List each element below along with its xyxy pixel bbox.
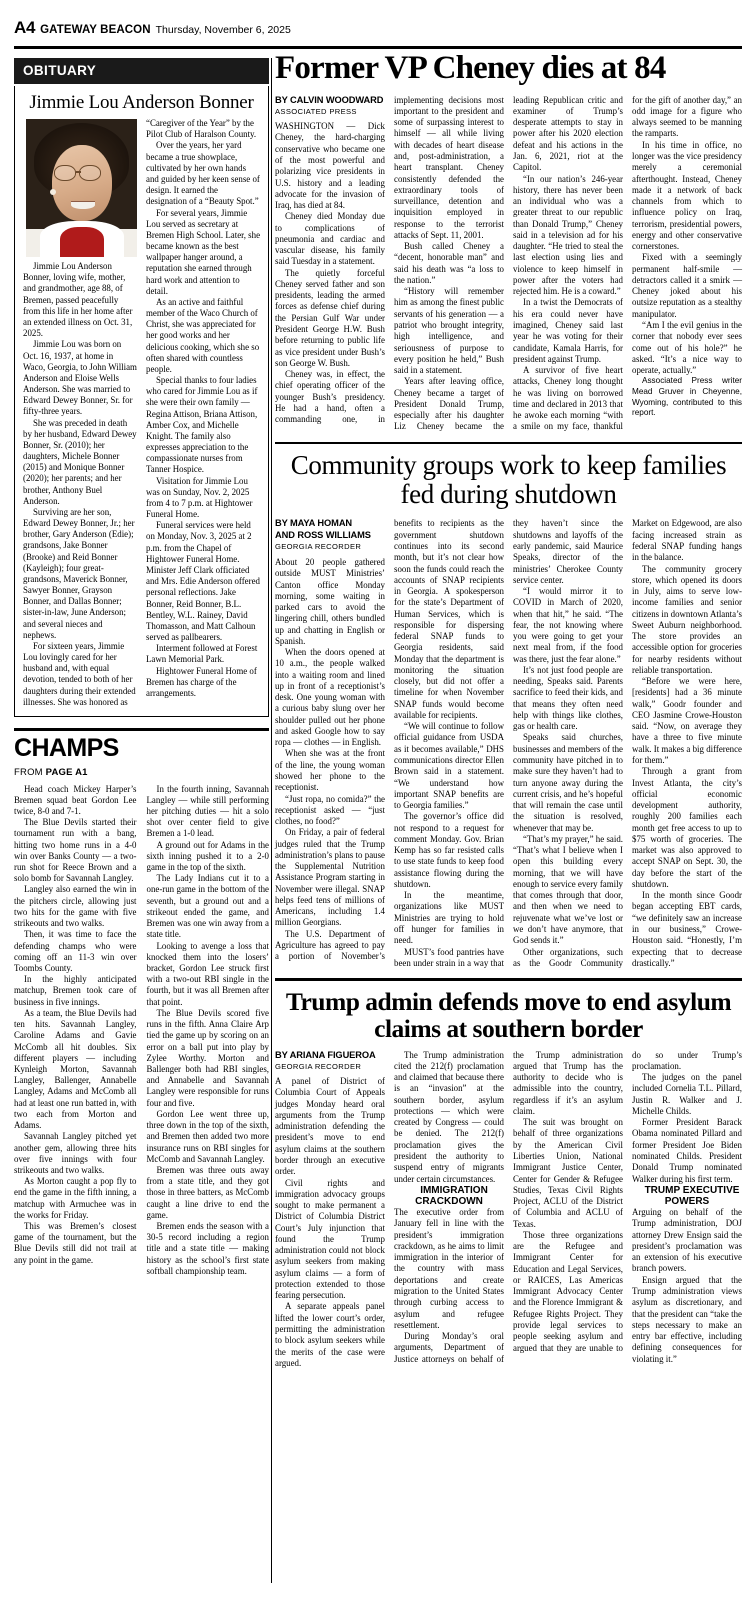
champs-paragraph: As a team, the Blue Devils had ten hits. Savannah Langley, Caroline Adams and Gavie McComb all hit doubles. Six different players — including Kynleigh Morton, Savannah Langley, Ballenger, Annabelle Langley, Adams and McComb all had at least one run batted in, with two each from Morton and Adams. xyxy=(14,1007,137,1131)
issue-date: Thursday, November 6, 2025 xyxy=(155,24,291,36)
obituary-box xyxy=(14,86,269,717)
asylum-paragraph: A panel of District of Columbia Court of Appeals judges Monday heard oral arguments from the Trump administration defending the president’s move to end asylum claims at the southern border through an executive order. xyxy=(275,1076,385,1177)
cheney-paragraph: “In our nation’s 246-year history, there has never been an individual who was a greater threat to our republic than Donald Trump,” Cheney said in a television ad for his daughter. “He tried to steal the last election using lies and violence to keep himself in power after the voters had rejected him. He is a coward.” xyxy=(513,173,623,297)
obituary-paragraph: Interment followed at Forest Lawn Memorial Park. xyxy=(146,643,258,665)
cheney-paragraph: The quietly forceful Cheney served father and son presidents, leading the armed forces as defense chief during the Persian Gulf War under President George H.W. Bush before returning to public life as vice president under Bush’s son George W. Bush. xyxy=(275,267,385,368)
community-paragraph: “Just ropa, no comida?” the receptionist asked — “just clothes, no food?” xyxy=(275,793,385,827)
cheney-paragraph: Bush called Cheney a “decent, honorable man” and said his death was “a loss to the nation.” xyxy=(394,241,504,285)
asylum-paragraph: Ensign argued that the Trump administration views asylum as discretionary, and that the president can “take the steps necessary to make an entry bar effective, including defining consequences for violating it.” xyxy=(632,1274,742,1364)
community-paragraph: “That’s my prayer,” he said. “That’s what I believe when I open this building every morning, that we will have enough to service every family that comes through that door, and then when we need to rejuvenate what we’ve lost or we don’t have anymore, that God sends it.” xyxy=(513,833,623,946)
champs-paragraph: The Blue Devils started their tournament run with a bang, hitting two home runs in a 4-0 win over Banks County — a two-run shot for Reece Brown and a solo bomb for Savannah Langley. xyxy=(14,817,137,884)
champs-headline: CHAMPS xyxy=(14,733,119,762)
cheney-story xyxy=(275,52,742,433)
asylum-paragraph: Civil rights and immigration advocacy groups sought to make permanent a District of Columbia District Court’s July injunction that found the Trump administration could not block asylum seekers from making asylum claims — a form of protection extended to those fearing persecution. xyxy=(275,1177,385,1301)
community-paragraph: The community grocery store, which opened its doors in July, aims to serve low-income families and senior citizens in downtown Atlanta’s Sweet Auburn neighborhood. The store provides an accessible option for groceries for nearby residents without reliable transportation. xyxy=(632,563,742,675)
champs-paragraph: Head coach Mickey Harper’s Bremen squad beat Gordon Lee twice, 8-0 and 7-1. xyxy=(14,783,137,816)
community-paragraph: Through a grant from Invest Atlanta, the city’s official economic development authority, roughly 200 families each month get free access to up to $75 worth of groceries. The market was also approved to accept SNAP on Sept. 30, the day before the start of the shutdown. xyxy=(632,766,742,889)
community-paragraph: Speaks said churches, businesses and members of the community have pitched in to make sure they haven’t had to turn anyone away during the current crisis, and he’s hopeful that will remain the case until the situation is resolved, whenever that may be. xyxy=(513,732,623,833)
champs-paragraph: As Morton caught a pop fly to end the game in the fifth inning, a matchup with Armuchee was in the works for Friday. xyxy=(14,1176,137,1220)
obituary-paragraph: For several years, Jimmie Lou served as secretary at Bremen High School. Later, she became known as the best wallpaper hanger around, a reputation she earned through hard work and attention to detail. xyxy=(146,207,261,296)
cheney-paragraph: In his time in office, no longer was the vice presidency merely a ceremonial afterthought. Instead, Cheney made it a network of back channels from which to influence policy on Iraq, terrorism, presidential powers, energy and other conservative cornerstones. xyxy=(632,139,742,252)
cheney-byline-org: ASSOCIATED PRESS xyxy=(275,106,357,116)
champs-rule xyxy=(14,728,269,731)
obituary-paragraph: For sixteen years, Jimmie Lou lovingly cared for her husband and, with equal devotion, tended to both of her daughters during their extended illnesses. She was honored as “Caregiver of the Year” by the Pilot Club of Haralson County. xyxy=(23,118,257,707)
community-paragraph: When the doors opened at 10 a.m., the people walked into a waiting room and lined up in front of a receptionist’s desk. One young woman with a curious baby slung over her shoulder pulled out her phone and asked Google how to say ropa — clothes — in English. xyxy=(275,647,385,748)
obituary-flag: OBITUARY xyxy=(14,58,269,84)
community-story xyxy=(275,451,742,969)
cheney-paragraph: WASHINGTON — Dick Cheney, the hard-charging conservative who became one of the most powerful and polarizing vice presidents in U.S. history and a leading advocate for the invasion of Iraq, has died at 84. xyxy=(275,121,385,211)
champs-paragraph: Bremen ends the season with a 30-5 record including a region title and a state title — making history as the school’s first state softball championship team. xyxy=(146,1221,269,1276)
cheney-paragraph: Fixed with a seemingly permanent half-smile — detractors called it a smirk — Cheney joked about his outsize reputation as a stealthy manipulator. xyxy=(632,252,742,319)
champs-paragraph: This was Bremen’s closest game of the tournament, but the Blue Devils still did not trail at any point in the game. xyxy=(14,1221,137,1265)
cheney-paragraph: In a twist the Democrats of his era could never have imagined, Cheney said last year he was voting for their candidate, Kamala Harris, for president against Trump. xyxy=(513,297,623,364)
champs-paragraph: Then, it was time to face the defending champs who were coming off an 11-3 win over Toombs County. xyxy=(14,929,137,973)
champs-paragraph: A ground out for Adams in the sixth inning pushed it to a 2-0 game in the top of the sixth. xyxy=(146,839,269,873)
paper-name: GATEWAY BEACON xyxy=(40,24,151,36)
asylum-paragraph: The Trump administration cited the 212(f) proclamation and claimed that because there is an “invasion” at the southern border, asylum protections — which were created by Congress — could be denied. The 212(f) proclamation gives the president the authority to suspend entry of migrants under certain circumstances. xyxy=(394,1049,504,1184)
champs-paragraph: The Lady Indians cut it to a one-run game in the bottom of the seventh, but a ground out and a strikeout ended the game, and Bremen was one win away from a state title. xyxy=(146,873,269,940)
obituary-paragraph: Surviving are her son, Edward Dewey Bonner, Jr.; her brother, Gary Anderson (Edie); grandsons, Jake Bonner (Brooke) and Reid Bonner (Kayleigh); four great-grandsons, Maverick Bonner, Sawyer Bonner, Grayson Bonner, and Dallas Bonner; sister-in-law, June Anderson; and several nieces and nephews. xyxy=(23,506,135,640)
cheney-paragraph: Cheney was, in effect, the chief operating officer of the younger Bush’s presidency. He had a hand, often a commanding one, in implementing decisions most important to the president and some of surpassing interest to himself — all while living with decades of heart disease and, post-administration, a heart transplant. Cheney consistently defended the extraordinary tools of surveillance, detention and inquisition employed in response to the terrorist attacks of Sept. 11, 2001. xyxy=(275,94,504,425)
community-paragraph: The governor’s office did not respond to a request for comment Monday. Gov. Brian Kemp has so far resisted calls to use state funds to keep food assistance flowing during the shutdown. xyxy=(394,811,504,889)
asylum-byline-org: GEORGIA RECORDER xyxy=(275,1061,362,1071)
cheney-body xyxy=(275,95,742,433)
cheney-paragraph: “History will remember him as among the finest public servants of his generation — a patriot who brought integrity, high intelligence, and seriousness of purpose to every position he held,” Bush said in a statement. xyxy=(394,286,504,376)
eyeglass-right-icon xyxy=(79,165,101,181)
cheney-paragraph: “Am I the evil genius in the corner that nobody ever sees come out of his hole?” he asked. “It’s a nice way to operate, actually.” xyxy=(632,319,742,376)
community-byline-org: GEORGIA RECORDER xyxy=(275,542,362,552)
champs-paragraph: In the fourth inning, Savannah Langley — while still performing her pitching duties — hit a solo shot over center field to give Bremen a 1-0 lead. xyxy=(146,783,269,839)
asylum-paragraph: The executive order from January fell in line with the president’s immigration crackdown, as he aims to limit immigration in the interior of the country with mass deportations and create migration to the United States through curbing access to asylum and refugee resettlement. xyxy=(394,1207,504,1330)
champs-paragraph: Bremen was three outs away from a state title, and they got those in three batters, as McComb caught a line drive to end the game. xyxy=(146,1164,269,1220)
community-byline-line1: BY MAYA HOMAN xyxy=(275,518,353,529)
champs-paragraph: Looking to avenge a loss that knocked them into the losers’ bracket, Gordon Lee struck first with a two-out RBI single in the fourth, but it was all Bremen after that point. xyxy=(146,940,269,1007)
face-shape xyxy=(52,145,112,221)
community-paragraph: In the meantime, organizations like MUST Ministries are trying to hold off hunger for families in need. xyxy=(394,890,504,946)
story-divider xyxy=(275,978,742,981)
right-column xyxy=(275,52,742,1369)
cheney-paragraph: Years after leaving office, Cheney became a target of President Donald Trump, especially after his daughter Liz Cheney became the leading Republican critic and examiner of Trump’s desperate attempts to stay in power after his 2020 election defeat and his actions in the Jan. 6, 2021, riot at the Capitol. xyxy=(394,94,623,432)
community-paragraph: On Friday, a pair of federal judges ruled that the Trump administration’s plans to pause the Supplemental Nutrition Assistance Program starting in November were illegal. SNAP helps feed tens of millions of Americans, including 1.4 million Georgians. xyxy=(275,827,385,928)
cheney-byline: BY CALVIN WOODWARD xyxy=(275,94,384,105)
cheney-headline: Former VP Cheney dies at 84 xyxy=(275,50,666,86)
cheney-byline-block xyxy=(275,95,385,117)
champs-story xyxy=(14,728,269,1277)
page-folio: A4 xyxy=(14,18,36,37)
champs-paragraph: In the highly anticipated matchup, Bremen took care of business in five innings. xyxy=(14,974,137,1007)
champs-body xyxy=(14,784,269,1278)
community-paragraph: When she was at the front of the line, the young woman showed her phone to the receptionist. xyxy=(275,748,385,793)
obituary-paragraph: Funeral services were held on Monday, Nov. 3, 2025 at 2 p.m. from the Chapel of Hightower Funeral Home. Minister Jeff Clark officiated and Mrs. Edie Anderson offered personal reflections. Jake Bonner, Reid Bonner, B.L. Bentley, W.L. Rainey, David Thomasson, and Matt Calhoun served as pallbearers. xyxy=(146,520,260,643)
champs-jumpline xyxy=(14,767,269,778)
champs-paragraph: Langley also earned the win in the pitchers circle, allowing just two hits for the game with five strikeouts and two walks. xyxy=(14,884,137,929)
champs-paragraph: Gordon Lee went three up, three down in the top of the sixth, and Bremen then added two more insurance runs on RBI singles for McComb and Savannah Langley. xyxy=(146,1108,269,1164)
asylum-byline: BY ARIANA FIGUEROA xyxy=(275,1049,376,1060)
asylum-paragraph: Those three organizations are the Refugee and Immigrant Center for Education and Legal Services, or RAICES, Las Americas Immigrant Advocacy Center and the Florence Immigrant & Refugee Rights Project. They provide legal services to people seeking asylum and argued that they are unable to do so under Trump’s proclamation. xyxy=(513,1049,742,1353)
obituary-portrait-photo xyxy=(26,119,137,257)
obituary-paragraph: Jimmie Lou Anderson Bonner, loving wife, mother, and grandmother, age 88, of Bremen, passed peacefully from this life in her home after an extended illness on Oct. 31, 2025. xyxy=(23,261,133,339)
asylum-byline-block xyxy=(275,1050,385,1072)
cheney-paragraph: A survivor of five heart attacks, Cheney long thought he was living on borrowed time and declared in 2013 that he awoke each morning “with a smile on my face, thankful for the gift of another day,” an odd image for a figure who always seemed to be manning the ramparts. xyxy=(513,94,742,432)
obituary-paragraph: As an active and faithful member of the Waco Church of Christ, she was appreciated for her good works and her delicious cooking, which she so often shared with countless people. xyxy=(146,296,260,374)
community-paragraph: “We will continue to follow official guidance from USDA as it becomes available,” DHS communications director Ellen Brown said in a statement. “We understand how important SNAP benefits are to Georgia families.” xyxy=(394,721,504,811)
obituary-paragraph: Over the years, her yard became a true showplace, cultivated by her own hands and guided by her keen sense of design. It earned the designation of a “Beauty Spot.” xyxy=(146,140,260,207)
left-column xyxy=(14,58,269,1277)
eyeglass-bridge xyxy=(76,171,81,173)
community-body xyxy=(275,518,742,969)
obituary-name: Jimmie Lou Anderson Bonner xyxy=(29,92,254,113)
community-headline: Community groups work to keep families fed during shutdown xyxy=(290,450,727,510)
community-paragraph: It’s not just food people are needing, Speaks said. Parents sacrifice to feed their kids, and that means they often need help with things like clothes, gas or health care. xyxy=(513,664,623,732)
community-paragraph: The U.S. Department of Agriculture has agreed to pay a portion of November’s benefits to recipients as the government shutdown continues into its second month, but it’s not clear how soon the funds could reach the accounts of SNAP recipients in Georgia. A spokesperson for the state’s Department of Human Services, which is responsible for dispersing federal SNAP funds to Georgia residents, said Monday that the department is monitoring the situation closely, but did not offer a timeline for when November SNAP funds would become available for recipients. xyxy=(275,518,504,962)
community-paragraph: In the month since Goodr began accepting EBT cards, “we definitely saw an increase in our business,” Crowe-Houston said. “Honestly, I’m expecting that to decrease drastically.” xyxy=(632,890,742,968)
cheney-paragraph: Cheney died Monday due to complications of pneumonia and cardiac and vascular disease, his family said Tuesday in a statement. xyxy=(275,211,385,267)
asylum-subhead-executive-powers: TRUMP EXECUTIVE POWERS xyxy=(644,1184,740,1207)
asylum-subhead-immigration: IMMIGRATION CRACKDOWN xyxy=(415,1184,488,1207)
asylum-body xyxy=(275,1050,742,1369)
asylum-paragraph: Former President Barack Obama nominated Pillard and former President Joe Biden nominated Childs. President Donald Trump nominated Walker during his first term. xyxy=(632,1117,742,1184)
story-divider xyxy=(275,442,742,445)
red-blouse xyxy=(60,227,104,257)
asylum-paragraph: The judges on the panel included Cornelia T.L. Pillard, Justin R. Walker and J. Michelle Childs. xyxy=(632,1072,742,1116)
jump-prefix: FROM xyxy=(14,766,46,778)
cheney-tagline: Associated Press writer Mead Gruver in Cheyenne, Wyoming, contributed to this report. xyxy=(632,376,742,418)
community-byline-block xyxy=(275,518,385,552)
community-paragraph: “Before we were here, [residents] had a 36 minute walk,” Goodr founder and CEO Jasmine Crowe-Houston said. “Now, on average they have a three to five minute walk. It makes a big difference for them.” xyxy=(632,676,742,766)
column-divider xyxy=(271,58,272,1583)
community-paragraph: MUST’s food pantries have been under strain in a way that they haven’t since the shutdowns and layoffs of the early pandemic, said Maurice Speaks, director of the ministries’ Cherokee County service center. xyxy=(394,518,623,968)
obituary-paragraph: Visitation for Jimmie Lou was on Sunday, Nov. 2, 2025 from 4 to 7 p.m. at Hightower Funeral Home. xyxy=(146,475,253,520)
jump-page-link[interactable]: PAGE A1 xyxy=(45,766,88,778)
community-paragraph: About 20 people gathered outside MUST Ministries’ Canton office Monday morning, some waiting in parked cars to avoid the lingering chill, others bundled up and chatting in English or Spanish. xyxy=(275,556,385,646)
asylum-paragraph: Arguing on behalf of the Trump administration, DOJ attorney Drew Ensign said the president’s proclamation was an extension of his executive branch powers. xyxy=(632,1207,742,1274)
obituary-paragraph: She was preceded in death by her husband, Edward Dewey Bonner, Sr. (2010); her daughters, Michele Bonner (2015) and Monique Bonner (2020); her parents; and her brother, Anthony Buel Anderson. xyxy=(23,417,137,506)
masthead-rule xyxy=(14,46,742,49)
obituary-paragraph: Special thanks to four ladies who cared for Jimmie Lou as if she were their own family — Regina Attison, Briana Attison, Amber Cox, and Michelle Knight. The family also expresses appreciation to the compassionate nurses from Tanner Hospice. xyxy=(146,375,258,475)
asylum-headline: Trump admin defends move to end asylum claims at southern border xyxy=(285,986,732,1043)
eyeglass-left-icon xyxy=(54,165,76,181)
asylum-paragraph: A separate appeals panel lifted the lower court’s order, permitting the administration to block asylum seekers while the merits of the case were argued. xyxy=(275,1301,385,1368)
masthead xyxy=(14,18,742,48)
champs-paragraph: The Blue Devils scored five runs in the fifth. Anna Claire Arp tied the game up by scoring on an error on a ball put into play by Zylee Worthy. Morton and Ballenger both had RBI singles, and Annabelle and Savannah Langley were responsible for runs four and five. xyxy=(146,1007,269,1108)
community-paragraph: “I would mirror it to COVID in March of 2020, when that hit,” he said. “The fear, the not knowing where you were going to get your next meal from, if the food was there, just the fear alone.” xyxy=(513,586,623,664)
community-paragraph: Other organizations, such as the Goodr Community Market on Edgewood, are also facing increased strain as federal SNAP funding hangs in the balance. xyxy=(513,518,742,968)
champs-paragraph: Savannah Langley pitched yet another gem, allowing three hits over five innings with four strikeouts and two walks. xyxy=(14,1131,137,1175)
obituary-paragraph: Jimmie Lou was born on Oct. 16, 1937, at home in Waco, Georgia, to John William Anderson and Eloise Wells Anderson. She was married to Edward Dewey Bonner, Sr. for fifty-three years. xyxy=(23,339,137,417)
asylum-story xyxy=(275,988,742,1370)
obituary-paragraph: Hightower Funeral Home of Bremen has charge of the arrangements. xyxy=(146,665,257,698)
obituary-body xyxy=(23,118,260,708)
asylum-paragraph: The suit was brought on behalf of three organizations by the American Civil Liberties Union, National Immigrant Justice Center, Center for Gender & Refugee Studies, Texas Civil Rights Project, ACLU of the District of Columbia and ACLU of Texas. xyxy=(513,1117,623,1229)
asylum-paragraph: During Monday’s oral arguments, Department of Justice attorneys on behalf of the Trump administration argued that Trump has the authority to decide who is admissible into the country, regardless if it’s an asylum claim. xyxy=(394,1049,623,1364)
community-byline-line2: AND ROSS WILLIAMS xyxy=(275,530,371,541)
